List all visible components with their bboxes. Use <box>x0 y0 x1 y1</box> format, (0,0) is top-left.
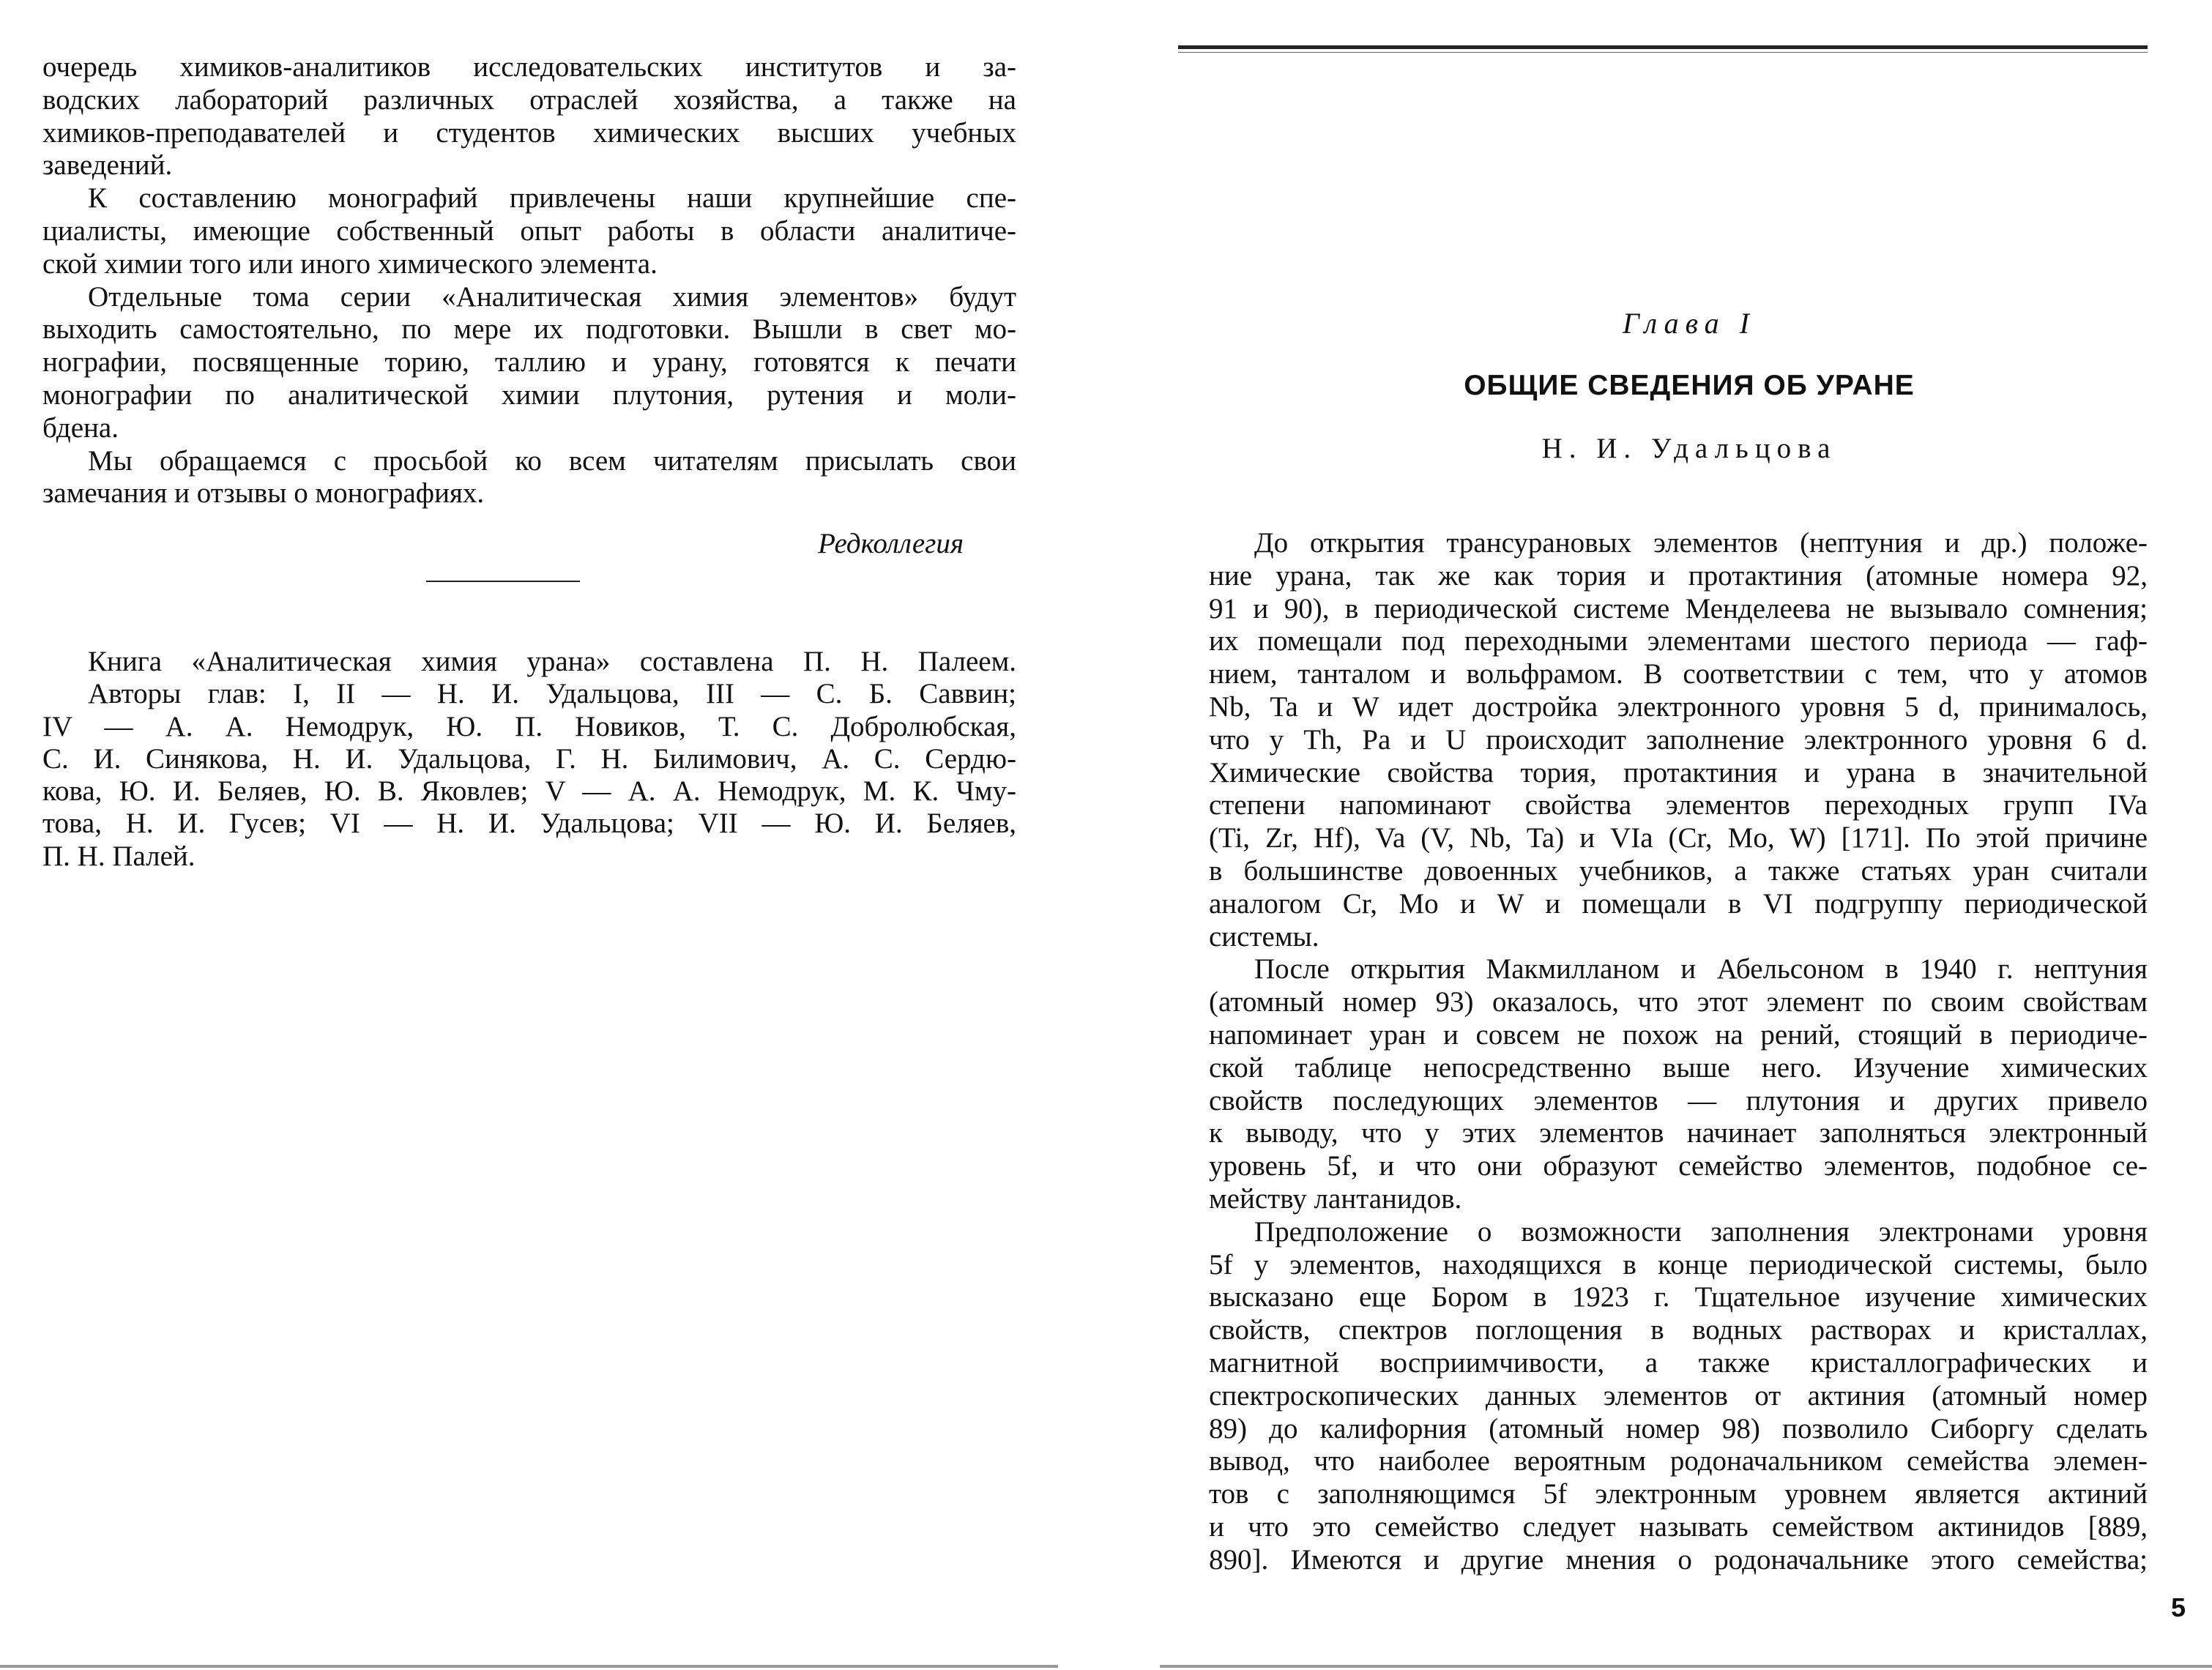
authors-note <box>42 646 1016 873</box>
text-line: Авторы глав: I, II — Н. И. Удальцова, III — С. Б. Саввин; <box>88 678 1016 710</box>
text-line: ние урана, так же как тория и протактиния (атомные номера 92, <box>1209 559 2148 592</box>
text-line: монографии по аналитической химии плутония, рутения и моли- <box>42 379 1016 411</box>
text-line: замечания и отзывы о монографиях. <box>42 477 485 510</box>
text-line: что у Th, Pa и U происходит заполнение электронного уровня 6 d. <box>1209 723 2148 756</box>
left-page <box>0 0 1098 1670</box>
paragraph <box>42 182 1016 280</box>
text-line: химиков-преподавателей и студентов химических высших учебных <box>42 116 1016 149</box>
text-line: магнитной восприимчивости, а также кристаллографических и <box>1209 1346 2148 1379</box>
paragraph <box>1209 953 2148 1215</box>
text-line: нием, танталом и вольфрамом. В соответствии с тем, что у атомов <box>1209 658 2148 690</box>
text-line: и что это семейство следует называть семейством актинидов [889, <box>1209 1510 2148 1543</box>
header-rule-thin <box>1178 52 2148 53</box>
text-line: 5f у элементов, находящихся в конце периодической системы, было <box>1209 1248 2148 1281</box>
preface-text <box>42 51 1016 510</box>
text-line: Химические свойства тория, протактиния и урана в значительной <box>1209 756 2148 789</box>
header-rule <box>1178 45 2148 49</box>
text-line: спектроскопических данных элементов от актиния (атомный номер <box>1209 1379 2148 1412</box>
text-line: вывод, что наиболее вероятным родоначальником семейства элемен- <box>1209 1445 2148 1477</box>
text-line: (атомный номер 93) оказалось, что этот элемент по своим свойствам <box>1209 986 2148 1018</box>
right-page <box>1142 0 2212 1670</box>
text-line: К составлению монографий привлечены наши крупнейшие спе- <box>88 182 1016 215</box>
text-line: IV — А. А. Немодрук, Ю. П. Новиков, Т. С. Добролюбская, <box>42 710 1016 742</box>
chapter-author: Н. И. Удальцова <box>1541 433 1837 464</box>
text-line: мейству лантанидов. <box>1209 1182 1462 1215</box>
text-line: к выводу, что у этих элементов начинает заполняться электронный <box>1209 1117 2148 1149</box>
text-line: водских лабораторий различных отраслей хозяйства, а также на <box>42 83 1016 116</box>
text-line: тов с заполняющимся 5f электронным уровнем является актиний <box>1209 1478 2148 1510</box>
text-line: степени напоминают свойства элементов переходных групп IVa <box>1209 789 2148 821</box>
text-line: До открытия трансурановых элементов (нептуния и др.) положе- <box>1254 527 2148 559</box>
text-line: това, Н. И. Гусев; VI — Н. И. Удальцова; VII — Ю. И. Беляев, <box>42 808 1016 840</box>
text-line: напоминает уран и совсем не похож на рений, стоящий в периодиче- <box>1209 1018 2148 1051</box>
paragraph <box>1209 1216 2148 1577</box>
text-line: П. Н. Палей. <box>42 840 195 872</box>
text-line: ской химии того или иного химического элемента. <box>42 247 658 280</box>
text-line: свойств, спектров поглощения в водных растворах и кристаллах, <box>1209 1314 2148 1346</box>
paragraph <box>42 646 1016 678</box>
page-number: 5 <box>2171 1592 2186 1622</box>
text-line: Предположение о возможности заполнения электронами уровня <box>1254 1215 2148 1248</box>
text-line: их помещали под переходными элементами шестого периода — гаф- <box>1209 625 2148 657</box>
text-line: Отдельные тома серии «Аналитическая химия элементов» будут <box>88 280 1016 313</box>
text-line: Мы обращаемся с просьбой ко всем читателям присылать свои <box>88 444 1016 477</box>
text-line: кова, Ю. И. Беляев, Ю. В. Яковлев; V — А. А. Немодрук, М. К. Чму- <box>42 775 1016 808</box>
chapter-title: ОБЩИЕ СВЕДЕНИЯ ОБ УРАНЕ <box>1464 370 1915 401</box>
text-line: аналогом Cr, Mo и W и помещали в VI подгруппу периодической <box>1209 887 2148 920</box>
text-line: 890]. Имеются и другие мнения о родоначальнике этого семейства; <box>1209 1543 2148 1576</box>
text-line: бдена. <box>42 411 119 444</box>
text-line: циалисты, имеющие собственный опыт работы в области аналитиче- <box>42 215 1016 247</box>
text-line: выходить самостоятельно, по мере их подготовки. Вышли в свет мо- <box>42 313 1016 346</box>
paragraph <box>42 281 1016 445</box>
paragraph <box>42 445 1016 511</box>
text-line: ской таблице непосредственно выше него. Изучение химических <box>1209 1051 2148 1084</box>
text-line: нографии, посвященные торию, таллию и урану, готовятся к печати <box>42 346 1016 379</box>
text-line: заведений. <box>42 149 173 182</box>
text-line: свойств последующих элементов — плутония и других привело <box>1209 1084 2148 1117</box>
text-line: После открытия Макмилланом и Абельсоном в 1940 г. нептуния <box>1254 953 2148 985</box>
text-line: (Ti, Zr, Hf), Va (V, Nb, Ta) и VIa (Cr, Mo, W) [171]. По этой причине <box>1209 822 2148 854</box>
page-edge-line <box>0 1665 1058 1668</box>
section-divider <box>426 581 580 582</box>
text-line: С. И. Синякова, Н. И. Удальцова, Г. Н. Билимович, А. С. Сердю- <box>42 742 1016 775</box>
text-line: 91 и 90), в периодической системе Менделеева не вызывало сомнения; <box>1209 592 2148 625</box>
chapter-label: Глава I <box>1623 307 1756 340</box>
page-edge-line <box>1160 1665 2212 1668</box>
text-line: системы. <box>1209 920 1319 953</box>
text-line: Книга «Аналитическая химия урана» составлена П. Н. Палеем. <box>88 646 1016 677</box>
paragraph <box>1209 527 2148 953</box>
chapter-body <box>1209 527 2148 1577</box>
signature-editorial-board: Редколлегия <box>818 528 964 559</box>
text-line: в большинстве довоенных учебников, а также статьях уран считали <box>1209 854 2148 887</box>
paragraph <box>42 678 1016 873</box>
text-line: Nb, Ta и W идет достройка электронного уровня 5 d, принималось, <box>1209 690 2148 723</box>
text-line: уровень 5f, и что они образуют семейство элементов, подобное се- <box>1209 1150 2148 1182</box>
paragraph <box>42 51 1016 182</box>
text-line: очередь химиков-аналитиков исследовательских институтов и за- <box>42 51 1016 83</box>
text-line: высказано еще Бором в 1923 г. Тщательное изучение химических <box>1209 1281 2148 1313</box>
text-line: 89) до калифорния (атомный номер 98) позволило Сиборгу сделать <box>1209 1412 2148 1445</box>
